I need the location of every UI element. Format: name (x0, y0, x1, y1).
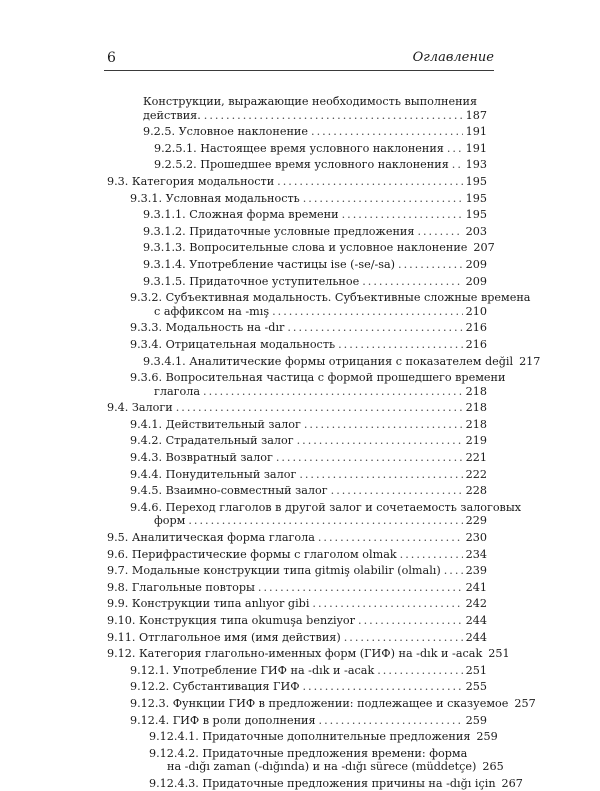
toc-page-number: 191 (465, 141, 487, 155)
toc-entry (107, 175, 487, 189)
toc-entry-title: 9.4.4. Понудительный залог (130, 467, 297, 481)
toc-entry (107, 208, 487, 222)
toc-entry-title: 9.6. Перифрастические формы с глаголом olmak (107, 547, 397, 561)
toc-page-number: 216 (465, 337, 487, 351)
toc-entry (107, 631, 487, 645)
dot-leader (318, 531, 463, 545)
dot-leader (377, 664, 462, 678)
toc-entry (107, 275, 487, 289)
dot-leader (338, 338, 463, 352)
toc-entry-title: 9.2.5.1. Настоящее время условного наклонения (154, 141, 444, 155)
toc-entry-title: с аффиксом на -mış (154, 304, 270, 318)
toc-entry (107, 451, 487, 465)
dot-leader (287, 321, 462, 335)
toc-entry-title-line: 9.3.2. Субъективная модальность. Субъективные сложные времена (130, 291, 531, 305)
toc-entry-title: 9.12.4.1. Придаточные дополнительные предложения (149, 730, 471, 744)
dot-leader (362, 275, 462, 289)
table-of-contents (107, 95, 541, 791)
toc-entry-title: 9.3.1.5. Придаточное уступительное (143, 274, 360, 288)
page-header (0, 0, 600, 70)
toc-entry-title: 9.3.3. Модальность на -dır (130, 321, 285, 335)
toc-page-number: 210 (465, 304, 487, 318)
header-rule (104, 70, 494, 71)
toc-page-number: 242 (465, 597, 487, 611)
dot-leader (272, 305, 463, 319)
toc-page-number: 207 (473, 241, 495, 255)
dot-leader (342, 208, 463, 222)
toc-entry-title: 9.5. Аналитическая форма глагола (107, 531, 315, 545)
toc-page-number: 216 (465, 321, 487, 335)
toc-page-number: 229 (465, 514, 487, 528)
toc-page-number: 191 (465, 125, 487, 139)
toc-entry-title: 9.12.3. Функции ГИФ в предложении: подлежащее и сказуемое (130, 696, 509, 710)
toc-entry-title: 9.12.1. Употребление ГИФ на -dık и -acak (130, 663, 375, 677)
toc-entry-title: 9.12.4.3. Придаточные предложения причины на -dığı için (149, 776, 496, 790)
toc-page-number: 251 (465, 663, 487, 677)
toc-entry-title: 9.3.1. Условная модальность (130, 191, 300, 205)
dot-leader (303, 192, 463, 206)
dot-leader (331, 484, 463, 498)
toc-page-number: 251 (488, 647, 510, 661)
toc-entry-title: 9.8. Глагольные повторы (107, 580, 255, 594)
toc-entry (107, 776, 523, 791)
toc-entry (107, 125, 487, 139)
toc-entry-title: 9.7. Модальные конструкции типа gitmiş olabilir (olmalı) (107, 564, 441, 578)
toc-page-number: 218 (465, 401, 487, 415)
toc-page-number: 218 (465, 417, 487, 431)
toc-page-number: 222 (465, 467, 487, 481)
toc-entry (107, 291, 531, 318)
dot-leader (400, 548, 463, 562)
toc-entry-title: 9.12.2. Субстантивация ГИФ (130, 680, 300, 694)
toc-page-number: 265 (482, 760, 504, 774)
toc-entry (107, 241, 495, 255)
toc-entry (107, 354, 541, 369)
toc-entry (107, 597, 487, 611)
toc-entry-title-line: Конструкции, выражающие необходимость выполнения (143, 95, 478, 108)
dot-leader (204, 109, 463, 123)
toc-entry-title: 9.3.1.3. Вопросительные слова и условное наклонение (143, 241, 468, 255)
toc-page-number: 244 (465, 614, 487, 627)
toc-entry-title: 9.9. Конструкции типа anlıyor gibi (107, 597, 310, 611)
toc-entry-title: 9.4.3. Возвратный залог (130, 451, 273, 465)
toc-entry-title: 9.11. Отглагольное имя (имя действия) (107, 630, 341, 644)
toc-entry-title: 9.12. Категория глагольно-именных форм (ГИФ) на -dık и -acak (107, 647, 483, 661)
toc-entry (107, 614, 487, 628)
toc-entry (107, 730, 498, 744)
dot-leader (447, 142, 463, 156)
running-title: Оглавление (412, 50, 494, 65)
toc-entry-title: 9.3.4. Отрицательная модальность (130, 337, 336, 351)
toc-page-number: 259 (476, 730, 498, 744)
dot-leader (297, 434, 463, 448)
toc-entry (107, 401, 487, 415)
toc-page-number: 267 (501, 776, 523, 790)
toc-page-number: 218 (465, 384, 487, 398)
dot-leader (311, 125, 463, 139)
dot-leader (304, 418, 463, 432)
toc-entry (107, 192, 487, 206)
toc-page-number: 193 (465, 158, 487, 172)
toc-entry (107, 158, 487, 172)
toc-page-number: 259 (465, 713, 487, 727)
dot-leader (344, 631, 463, 645)
page-number: 6 (107, 50, 116, 66)
toc-entry (107, 500, 522, 528)
toc-page-number: 209 (465, 257, 487, 271)
toc-entry (107, 225, 487, 239)
toc-entry (107, 258, 487, 272)
toc-entry-title: 9.2.5.2. Прошедшее время условного наклонения (154, 158, 449, 172)
toc-page-number: 195 (465, 174, 487, 188)
toc-entry-title-line: 9.12.4.2. Придаточные предложения времени: форма (149, 746, 468, 760)
toc-page-number: 219 (465, 434, 487, 448)
dot-leader (358, 614, 463, 628)
toc-entry-title: действия. (143, 108, 201, 122)
toc-entry (107, 95, 487, 122)
dot-leader (444, 564, 463, 578)
toc-entry (107, 548, 487, 562)
toc-entry (107, 418, 487, 432)
toc-entry-title: 9.3.1.4. Употребление частицы ise (-se/-sa) (143, 257, 396, 271)
toc-entry-title: 9.4. Залоги (107, 401, 173, 415)
dot-leader (277, 175, 462, 189)
toc-entry-title: на -dığı zaman (-dığında) и на -dığı sürece (müddetçe) (167, 760, 477, 774)
dot-leader (258, 581, 463, 595)
toc-entry (107, 664, 487, 678)
toc-entry (107, 484, 487, 498)
dot-leader (299, 468, 462, 482)
dot-leader (176, 401, 463, 415)
toc-page-number: 209 (465, 274, 487, 288)
toc-page-number: 244 (465, 630, 487, 644)
dot-leader (276, 451, 463, 465)
toc-page-number: 195 (465, 208, 487, 222)
toc-entry-title: 9.3.1.1. Сложная форма времени (143, 208, 339, 222)
toc-entry-title: форм (154, 514, 186, 528)
toc-entry-title-line: 9.3.6. Вопросительная частица с формой прошедшего времени (130, 371, 506, 385)
toc-page-number: 203 (465, 224, 487, 238)
toc-entry (107, 142, 487, 156)
toc-entry-title: глагола (154, 384, 201, 398)
toc-entry (107, 696, 536, 711)
toc-entry-title: 9.4.1. Действительный залог (130, 417, 301, 431)
toc-page-number: 228 (465, 484, 487, 498)
toc-entry (107, 531, 487, 545)
toc-entry (107, 338, 487, 352)
toc-entry (107, 746, 504, 774)
toc-page-number: 195 (465, 191, 487, 205)
toc-entry-title: 9.2.5. Условное наклонение (143, 125, 309, 139)
toc-entry-title-line: 9.4.6. Переход глаголов в другой залог и сочетаемость залоговых (130, 500, 522, 514)
toc-page-number: 221 (465, 451, 487, 465)
toc-entry-title: 9.3.1.2. Придаточные условные предложения (143, 224, 415, 238)
toc-entry (107, 371, 506, 398)
toc-entry (107, 714, 487, 728)
toc-page-number: 217 (519, 354, 541, 368)
toc-page-number: 234 (465, 547, 487, 561)
toc-entry (107, 468, 487, 482)
toc-page-number: 257 (514, 696, 536, 710)
toc-entry (107, 581, 487, 595)
toc-page-number: 255 (465, 680, 487, 694)
toc-page-number: 187 (465, 108, 487, 122)
dot-leader (188, 514, 462, 528)
dot-leader (312, 597, 462, 611)
toc-entry-title: 9.3. Категория модальности (107, 174, 275, 188)
toc-page-number: 230 (465, 531, 487, 545)
dot-leader (398, 258, 463, 272)
toc-entry (107, 434, 487, 448)
toc-entry-title: 9.12.4. ГИФ в роли дополнения (130, 713, 316, 727)
dot-leader (417, 225, 462, 239)
toc-entry-title: 9.10. Конструкция типа okumuşa benziyor (107, 614, 356, 627)
toc-entry-title: 9.3.4.1. Аналитические формы отрицания с показателем değil (143, 354, 514, 368)
dot-leader (319, 714, 463, 728)
dot-leader (203, 385, 463, 399)
toc-entry (107, 321, 487, 335)
toc-entry-title: 9.4.2. Страдательный залог (130, 434, 294, 448)
toc-page-number: 241 (465, 580, 487, 594)
toc-entry (107, 647, 510, 661)
toc-entry-title: 9.4.5. Взаимно-совместный залог (130, 484, 328, 498)
dot-leader (452, 158, 463, 172)
toc-page-number: 239 (465, 564, 487, 578)
dot-leader (302, 680, 462, 694)
toc-entry (107, 680, 487, 694)
toc-entry (107, 564, 487, 578)
